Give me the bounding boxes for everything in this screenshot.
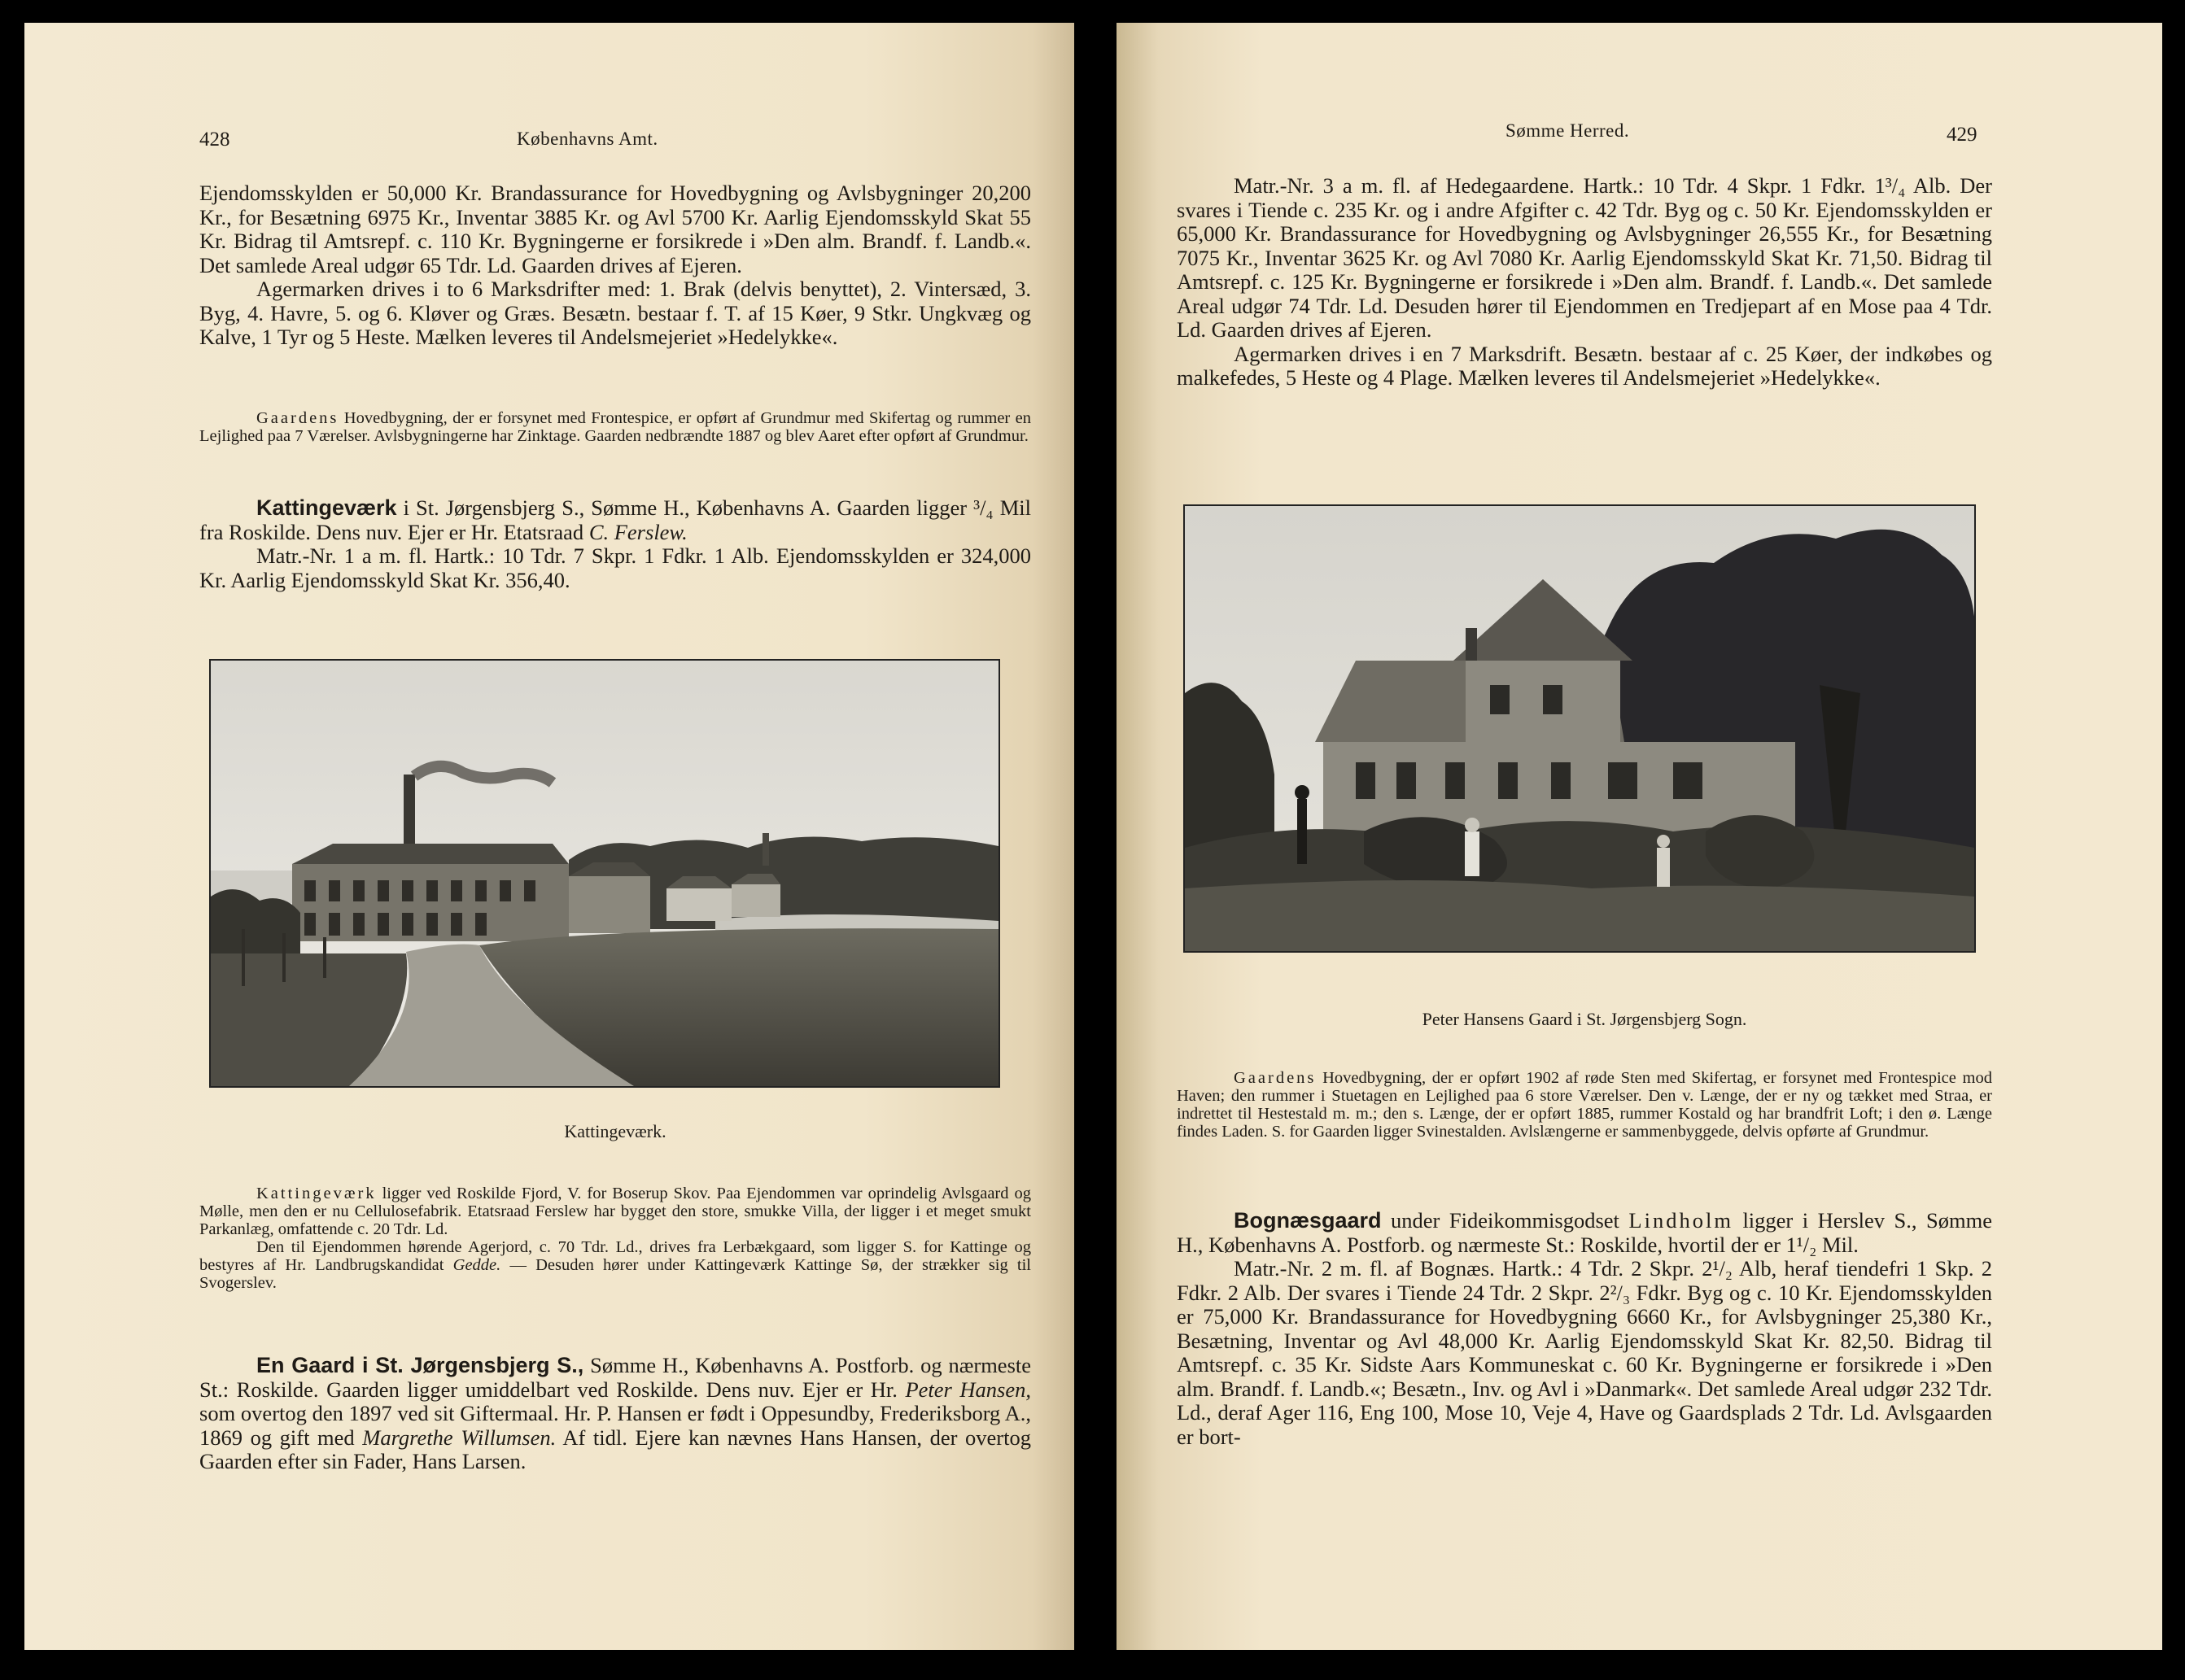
page-number: 428 [199, 129, 230, 151]
note-lead: Gaardens [256, 409, 339, 427]
note-lead: Kattingeværk [256, 1185, 377, 1202]
page-number: 429 [1947, 124, 1977, 146]
body-text-top [1177, 174, 1992, 391]
name-gedde: Gedde. [452, 1256, 501, 1274]
kattingevaerk-photo [209, 659, 1000, 1088]
entry-heading: En Gaard i St. Jørgensbjerg S., [256, 1353, 584, 1377]
wife-name: Margrethe Willumsen. [362, 1425, 557, 1450]
right-page [1117, 23, 2162, 1650]
paragraph: Ejendomsskylden er 50,000 Kr. Brandassurance for Hovedbygning og Avlsbygninger 20,200 Kr., for Besætning 6975 Kr., Inventar 3885 Kr. og Avl 5700 Kr. Aarlig Ejendomsskyld Skat 55 Kr. Bidrag til Amtsrepf. c. 110 Kr. Bygningerne er forsikrede i »Den alm. Brandf. f. Landb.«. Det samlede Areal udgør 65 Tdr. Ld. Gaarden drives af Ejeren. [199, 181, 1031, 277]
factory-image [211, 661, 999, 1086]
body-text-top [199, 181, 1031, 350]
entry-heading: Kattingeværk [256, 495, 397, 520]
gaard-entry: En Gaard i St. Jørgensbjerg S., Sømme H., Københavns A. Postforb. og nærmeste St.: Roskilde. Gaarden ligger umiddelbart ved Roskilde. Dens nuv. Ejer er Hr. Peter Hansen, som overtog den 1897 ved sit Giftermaal. Hr. P. Hansen er født i Oppesundby, Frederiksborg A., 1869 og gift med Margrethe Willumsen. Af tidl. Ejere kan nævnes Hans Hansen, der overtog Gaarden efter sin Fader, Hans Larsen. [199, 1353, 1032, 1473]
entry-heading: Bognæsgaard [1234, 1208, 1382, 1233]
running-head: Københavns Amt. [517, 129, 658, 149]
photo-caption: Peter Hansens Gaard i St. Jørgensbjerg Sogn. [1422, 1009, 1747, 1029]
owner-name: C. Ferslew. [588, 519, 688, 544]
farmhouse-photo [1183, 504, 1976, 953]
note-paragraph [199, 409, 1031, 445]
note-text: Hovedbygning, der er forsynet med Frontespice, er opført af Grundmur med Skifertag og rummer en Lejlighed paa 7 Værelser. Avlsbygningerne har Zinktage. Gaarden nedbrændte 1887 og blev Aaret efter opført af Grundmur. [199, 409, 1031, 445]
photo-caption: Kattingeværk. [564, 1121, 666, 1141]
paragraph: Matr.-Nr. 3 a m. fl. af Hedegaardene. Hartk.: 10 Tdr. 4 Skpr. 1 Fdkr. 1³/₄ Alb. Der svares i Tiende c. 235 Kr. og i andre Afgifter c. 42 Tdr. Byg og c. 50 Kr. Ejendomsskylden er 65,000 Kr. Brandassurance for Hovedbygning og Avlsbygninger 26,555 Kr., for Besætning 7075 Kr., Inventar 3625 Kr. og Avl 7080 Kr. Aarlig Ejendomsskyld Skat Kr. 71,50. Bidrag til Amtsrepf. c. 125 Kr. Bygningerne er forsikrede i »Den alm. Brandf. f. Landb.«. Det samlede Areal udgør 74 Tdr. Ld. Desuden hører til Ejendommen en Tredjepart af en Mose paa 4 Tdr. Ld. Gaarden drives af Ejeren. [1177, 173, 1992, 342]
paragraph: Agermarken drives i en 7 Marksdrift. Besætn. bestaar af c. 25 Køer, der indkøbes og malkefedes, 5 Heste og 4 Plage. Mælken leveres til Andelsmejeriet »Hedelykke«. [1177, 341, 1992, 390]
owner-name: Peter Hansen, [905, 1377, 1031, 1402]
kattingevaerk-entry: Kattingeværk i St. Jørgensbjerg S., Sømme H., Københavns A. Gaarden ligger ³/₄ Mil fra Roskilde. Dens nuv. Ejer er Hr. Etatsraad C. Ferslew. Matr.-Nr. 1 a m. fl. Hartk.: 10 Tdr. 7 Skpr. 1 Fdkr. 1 Alb. Ejendomsskylden er 324,000 Kr. Aarlig Ejendomsskyld Skat Kr. 356,40. [199, 495, 1031, 592]
estate-name: Lindholm [1628, 1208, 1733, 1233]
paragraph: Agermarken drives i to 6 Marksdrifter med: 1. Brak (delvis benyttet), 2. Vintersæd, 3. Byg, 4. Havre, 5. og 6. Kløver og Græs. Besætn. bestaar f. T. af 15 Køer, 9 Stkr. Ungkvæg og Kalve, 1 Tyr og 5 Heste. Mælken leveres til Andelsmejeriet »Hedelykke«. [199, 277, 1031, 349]
running-head: Sømme Herred. [1505, 120, 1630, 141]
paragraph: Matr.-Nr. 2 m. fl. af Bognæs. Hartk.: 4 Tdr. 2 Skpr. 2¹/₂ Alb, heraf tiendefri 1 Skp. 2 Fdkr. 2 Alb. Der svares i Tiende 24 Tdr. 2 Skpr. 2²/₃ Fdkr. Byg og c. 10 Kr. Ejendomsskylden er 75,000 Kr. Brandassurance for Hovedbygning 6660 Kr., for Avlsbygninger 25,380 Kr., Besætning, Inventar og Avl 48,000 Kr. Aarlig Ejendomsskyld Skat Kr. 82,50. Bidrag til Amtsrepf. c. 35 Kr. Sidste Aars Kommuneskat c. 60 Kr. Bygningerne er forsikrede i »Den alm. Brandf. f. Landb.«; Besætn., Inv. og Avl i »Danmark«. Det samlede Areal udgør 232 Tdr. Ld., deraf Ager 116, Eng 100, Mose 10, Veje 4, Have og Gaardsplads 2 Tdr. Ld. Avlsgaarden er bort- [1177, 1256, 1992, 1449]
left-page [24, 23, 1074, 1650]
note-paragraph: Kattingeværk ligger ved Roskilde Fjord, V. for Boserup Skov. Paa Ejendommen var oprindelig Avlsgaard og Mølle, men den er nu Cellulosefabrik. Etatsraad Ferslew har bygget den store, smukke Villa, der ligger i et meget smukt Parkanlæg, omfattende c. 20 Tdr. Ld. Den til Ejendommen hørende Agerjord, c. 70 Tdr. Ld., drives fra Lerbækgaard, som ligger S. for Kattinge og bestyres af Hr. Landbrugskandidat Gedde. — Desuden hører under Kattingeværk Kattinge Sø, der strækker sig til Svogerslev. [199, 1185, 1031, 1292]
farmhouse-image [1185, 506, 1974, 951]
note-lead: Gaardens [1234, 1069, 1317, 1087]
paragraph: Matr.-Nr. 1 a m. fl. Hartk.: 10 Tdr. 7 Skpr. 1 Fdkr. 1 Alb. Ejendomsskylden er 324,000 Kr. Aarlig Ejendomsskyld Skat Kr. 356,40. [199, 543, 1031, 592]
bognaesgaard-entry: Bognæsgaard under Fideikommisgodset Lindholm ligger i Herslev S., Sømme H., Københavns A. Postforb. og nærmeste St.: Roskilde, hvortil der er 1¹/₂ Mil. Matr.-Nr. 2 m. fl. af Bognæs. Hartk.: 4 Tdr. 2 Skpr. 2¹/₂ Alb, heraf tiendefri 1 Skp. 2 Fdkr. 2 Alb. Der svares i Tiende 24 Tdr. 2 Skpr. 2²/₃ Fdkr. Byg og c. 10 Kr. Ejendomsskylden er 75,000 Kr. Brandassurance for Hovedbygning 6660 Kr., for Avlsbygninger 25,380 Kr., Besætning, Inventar og Avl 48,000 Kr. Aarlig Ejendomsskyld Skat Kr. 82,50. Bidrag til Amtsrepf. c. 35 Kr. Sidste Aars Kommuneskat c. 60 Kr. Bygningerne er forsikrede i »Den alm. Brandf. f. Landb.«; Besætn., Inv. og Avl i »Danmark«. Det samlede Areal udgør 232 Tdr. Ld., deraf Ager 116, Eng 100, Mose 10, Veje 4, Have og Gaardsplads 2 Tdr. Ld. Avlsgaarden er bort- [1177, 1208, 1992, 1449]
note-paragraph: Gaardens Hovedbygning, der er opført 1902 af røde Sten med Skifertag, er forsynet med Frontespice mod Haven; den rummer i Stuetagen en Lejlighed paa 6 store Værelser. Den v. Længe, der er ny og tækket med Straa, er indrettet til Hestestald m. m.; den s. Længe, der er opført 1885, rummer Kostald og har brandfrit Loft; i den ø. Længe findes Laden. S. for Gaarden ligger Svinestalden. Avlslængerne er sammenbyggede, delvis opførte af Grundmur. [1177, 1069, 1992, 1141]
